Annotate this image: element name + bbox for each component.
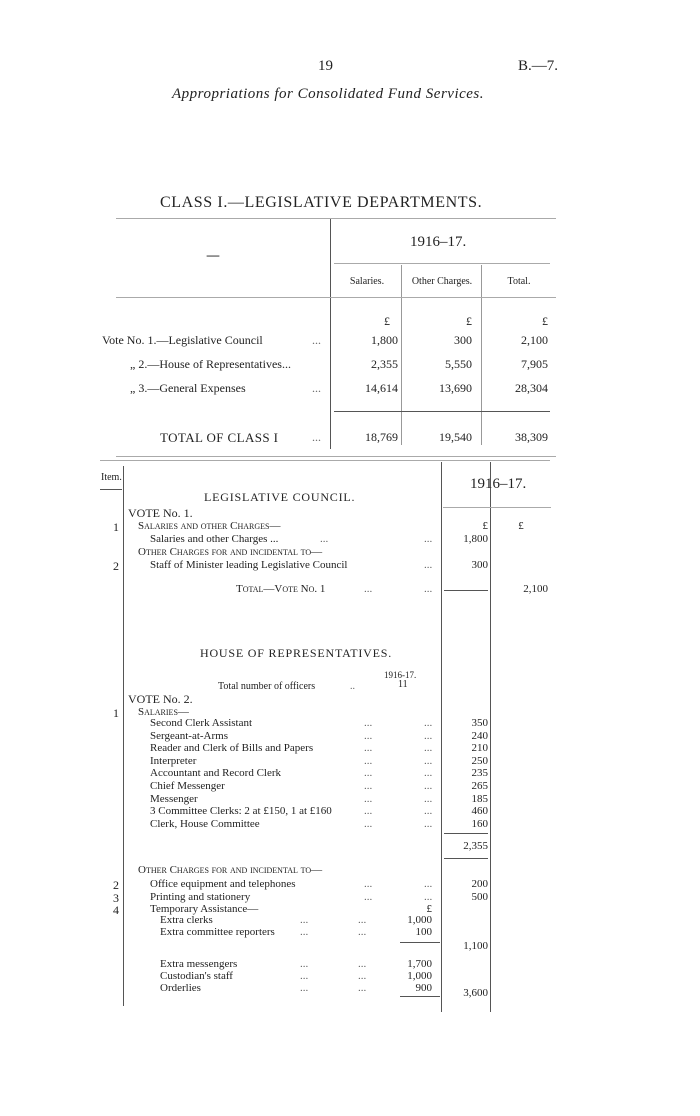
temp-line-label: Custodian's staff xyxy=(160,970,233,983)
summary-total-salaries: 18,769 xyxy=(365,430,398,444)
summary-row-other: 13,690 xyxy=(439,381,472,395)
summary-year-rule xyxy=(334,263,550,264)
leader-dots: ... xyxy=(300,982,309,995)
item-number: 2 xyxy=(113,878,119,892)
leader-dots: ... xyxy=(424,780,433,792)
salaries-total-value: 2,355 xyxy=(463,840,488,852)
salary-line-label: Accountant and Record Clerk xyxy=(150,767,282,780)
leader-dots: ... xyxy=(424,878,433,890)
item-column-label: Item. xyxy=(101,472,122,483)
leader-dots: ... xyxy=(364,742,373,755)
leader-dots: ... xyxy=(424,559,433,571)
summary-row-dots: ... xyxy=(312,381,321,395)
leader-dots: ... xyxy=(300,926,309,939)
leader-dots: ... xyxy=(364,780,373,792)
summary-row-total: 28,304 xyxy=(515,381,548,395)
col-header-salaries: Salaries. xyxy=(349,276,385,287)
house-heading: HOUSE OF REPRESENTATIVES. xyxy=(200,646,393,660)
summary-row-label: Vote No. 1.—Legislative Council xyxy=(102,333,263,347)
temp-line-value: 900 xyxy=(415,982,432,995)
summary-row-salaries: 14,614 xyxy=(365,381,398,395)
salary-line-value: 210 xyxy=(471,742,488,755)
leader-dots: ... xyxy=(320,533,329,545)
leader-dots: ... xyxy=(424,729,433,742)
leader-dots: ... xyxy=(300,970,309,983)
detail-year-rule xyxy=(443,507,551,508)
salary-line-label: Second Clerk Assistant xyxy=(150,717,253,729)
summary-row-salaries: 2,355 xyxy=(371,357,398,371)
leader-dots: ... xyxy=(424,754,433,767)
leader-dots: ... xyxy=(364,767,373,780)
salary-line-label: 3 Committee Clerks: 2 at £150, 1 at £160 xyxy=(150,805,332,818)
council-salaries-heading: Salaries and other Charges— xyxy=(138,520,281,532)
leader-dots: ... xyxy=(364,890,373,903)
council-staff-line: Staff of Minister leading Legislative Council xyxy=(150,559,348,571)
leader-dots: ... xyxy=(424,805,433,818)
leader-dots: ... xyxy=(364,878,373,890)
col-header-total: Total. xyxy=(507,276,531,287)
salary-line-label: Messenger xyxy=(150,792,198,805)
leader-dots: ... xyxy=(300,958,309,970)
other-line-value: 500 xyxy=(471,890,488,903)
summary-total-total: 38,309 xyxy=(515,430,548,444)
officers-year: 1916-17. xyxy=(384,670,417,680)
salaries-subtotal-rule xyxy=(444,833,488,834)
temp-currency: £ xyxy=(426,903,432,915)
summary-row-total: 7,905 xyxy=(521,357,548,371)
leader-dots: ... xyxy=(364,717,373,729)
other-line-label: Temporary Assistance— xyxy=(150,903,259,916)
summary-total-dots: ... xyxy=(312,430,321,444)
leader-dots: ... xyxy=(364,729,373,742)
detail-top-rule xyxy=(100,460,550,461)
salary-line-label: Clerk, House Committee xyxy=(150,817,260,830)
leader-dots: ... xyxy=(424,742,433,755)
council-other-heading: Other Charges for and incidental to— xyxy=(138,546,323,558)
summary-col-divider-1 xyxy=(401,265,402,445)
temp-line-value: 1,000 xyxy=(407,914,432,926)
council-total-value: 2,100 xyxy=(523,583,548,595)
temp2-subtotal-rule xyxy=(400,996,440,997)
salaries-total-rule xyxy=(444,858,488,859)
salary-line-value: 250 xyxy=(471,754,488,767)
leader-dots: ... xyxy=(424,533,433,545)
summary-total-rule xyxy=(334,411,550,412)
council-heading: LEGISLATIVE COUNCIL. xyxy=(204,490,356,504)
salary-line-value: 160 xyxy=(471,817,488,830)
item-label-rule xyxy=(100,489,122,490)
currency-mark: £ xyxy=(482,520,488,532)
summary-header-rule xyxy=(116,297,556,298)
leader-dots: ... xyxy=(424,817,433,830)
summary-year: 1916–17. xyxy=(410,234,467,250)
other-line-value: 200 xyxy=(471,878,488,890)
council-total-dots: ... xyxy=(364,583,373,595)
council-subtotal-rule xyxy=(444,590,488,591)
salary-line-label: Chief Messenger xyxy=(150,780,225,792)
leader-dots: ... xyxy=(364,805,373,818)
item-divider xyxy=(123,466,124,1006)
house-vote-label: VOTE No. 2. xyxy=(128,692,193,706)
salary-line-label: Sergeant-at-Arms xyxy=(150,729,228,742)
summary-total-label: TOTAL OF CLASS I xyxy=(160,430,279,445)
leader-dots: ... xyxy=(358,982,367,995)
officers-count: 11 xyxy=(398,679,408,690)
leader-dots: ... xyxy=(364,817,373,830)
summary-stub-divider xyxy=(330,219,331,449)
summary-row-total: 2,100 xyxy=(521,333,548,347)
temp2-total-value: 3,600 xyxy=(463,987,488,999)
page-title: Appropriations for Consolidated Fund Services. xyxy=(172,86,485,102)
currency-other: £ xyxy=(466,314,472,328)
temp-line-value: 1,000 xyxy=(407,970,432,983)
item-number: 2 xyxy=(113,559,119,573)
temp-line-label: Extra committee reporters xyxy=(160,926,275,939)
leader-dots: ... xyxy=(358,970,367,983)
summary-row-other: 5,550 xyxy=(445,357,472,371)
leader-dots: ... xyxy=(424,583,433,595)
item-number: 1 xyxy=(113,706,119,720)
house-other-heading: Other Charges for and incidental to— xyxy=(138,864,323,876)
officers-dots: .. xyxy=(350,681,355,692)
temp1-total-value: 1,100 xyxy=(463,940,488,952)
temp-line-label: Extra clerks xyxy=(160,914,213,926)
summary-top-rule xyxy=(116,218,556,219)
salary-line-value: 350 xyxy=(471,717,488,729)
summary-bottom-rule xyxy=(116,456,556,457)
council-staff-value: 300 xyxy=(471,559,488,571)
class-heading: CLASS I.—LEGISLATIVE DEPARTMENTS. xyxy=(160,194,483,211)
leader-dots: ... xyxy=(364,792,373,805)
house-salaries-heading: Salaries— xyxy=(138,706,189,718)
summary-total-other: 19,540 xyxy=(439,430,472,444)
officers-label: Total number of officers xyxy=(218,681,316,692)
salary-line-value: 265 xyxy=(471,780,488,792)
salary-line-value: 240 xyxy=(471,729,488,742)
item-number: 4 xyxy=(113,903,119,918)
salary-line-value: 185 xyxy=(471,792,488,805)
amount-col-mid-rule xyxy=(490,462,491,1012)
document-reference: B.—7. xyxy=(518,58,559,74)
summary-row-salaries: 1,800 xyxy=(371,333,398,347)
currency-total: £ xyxy=(542,314,548,328)
temp-line-label: Orderlies xyxy=(160,982,201,995)
council-vote-label: VOTE No. 1. xyxy=(128,506,193,520)
leader-dots: ... xyxy=(364,754,373,767)
leader-dots: ... xyxy=(358,958,367,970)
other-line-label: Office equipment and telephones xyxy=(150,878,296,890)
temp-line-value: 1,700 xyxy=(407,958,432,970)
item-number: 3 xyxy=(113,890,119,905)
temp1-subtotal-rule xyxy=(400,942,440,943)
amount-col-left-rule xyxy=(441,462,442,1012)
col-header-other-charges: Other Charges. xyxy=(411,276,473,287)
summary-col-divider-2 xyxy=(481,265,482,445)
leader-dots: ... xyxy=(424,717,433,729)
summary-row-label: „ 3.—General Expenses xyxy=(130,381,246,395)
council-salaries-value: 1,800 xyxy=(463,533,488,545)
council-salaries-line: Salaries and other Charges ... xyxy=(150,533,279,545)
council-total-label: Total—Vote No. 1 xyxy=(236,583,326,595)
currency-salaries: £ xyxy=(384,314,390,328)
leader-dots: ... xyxy=(424,792,433,805)
salary-line-label: Interpreter xyxy=(150,754,197,767)
leader-dots: ... xyxy=(358,926,367,939)
detail-year: 1916–17. xyxy=(470,476,527,492)
temp-line-label: Extra messengers xyxy=(160,958,238,970)
leader-dots: ... xyxy=(424,890,433,903)
page-number: 19 xyxy=(318,58,333,74)
summary-row-label: „ 2.—House of Representatives... xyxy=(130,357,291,371)
leader-dots: ... xyxy=(424,767,433,780)
summary-row-other: 300 xyxy=(454,333,472,347)
temp-line-value: 100 xyxy=(415,926,432,939)
salary-line-value: 235 xyxy=(471,767,488,780)
summary-row-dots: ... xyxy=(312,333,321,347)
salary-line-label: Reader and Clerk of Bills and Papers xyxy=(150,742,314,755)
salary-line-value: 460 xyxy=(471,805,488,818)
leader-dots: ... xyxy=(300,914,309,926)
stub-dash: — xyxy=(206,248,220,264)
item-number: 1 xyxy=(113,520,119,534)
currency-mark: £ xyxy=(518,520,524,532)
other-line-label: Printing and stationery xyxy=(150,890,251,903)
leader-dots: ... xyxy=(358,914,367,926)
